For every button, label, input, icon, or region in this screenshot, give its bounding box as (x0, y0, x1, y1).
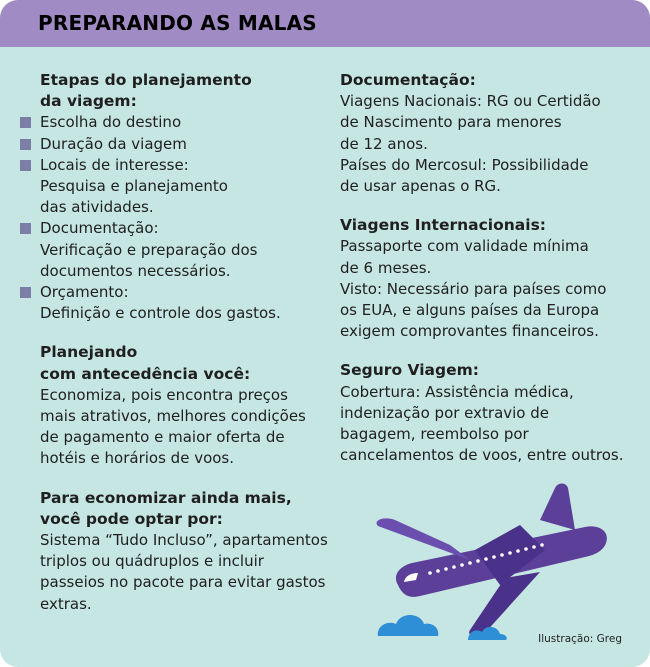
stages-heading-line2: da viagem: (40, 92, 137, 111)
paragraph-line: cancelamentos de voos, entre outros. (340, 446, 624, 465)
intl-heading: Viagens Internacionais: (340, 216, 547, 235)
save-heading-line1: Para economizar ainda mais, (40, 488, 292, 507)
paragraph-line: de usar apenas o RG. (340, 177, 501, 196)
paragraph-line: de Nascimento para menores (340, 113, 562, 132)
paragraph-line: de 6 meses. (340, 258, 432, 277)
paragraph-line: Economiza, pois encontra preços (40, 385, 288, 404)
paragraph-line: hotéis e horários de voos. (40, 449, 235, 468)
list-item-text: documentos necessários. (40, 261, 231, 280)
docs-heading: Documentação: (340, 71, 476, 89)
paragraph-line: Viagens Nacionais: RG ou Certidão (340, 92, 601, 111)
paragraph-line: Visto: Necessário para países como (340, 279, 607, 298)
paragraph-line: Cobertura: Assistência médica, (340, 382, 574, 401)
list-item-text: Orçamento: (40, 283, 129, 302)
list-item-text: Definição e controle dos gastos. (40, 304, 281, 323)
insurance-heading: Seguro Viagem: (340, 361, 479, 380)
list-item-text: Escolha do destino (40, 113, 182, 132)
paragraph-line: Passaporte com validade mínima (340, 237, 589, 256)
paragraph-line: Países do Mercosul: Possibilidade (340, 155, 589, 174)
advance-heading-line1: Planejando (40, 343, 138, 362)
paragraph-line: bagagem, reembolso por (340, 425, 529, 444)
list-item-text: Duração da viagem (40, 134, 187, 153)
paragraph-line: Sistema “Tudo Incluso”, apartamentos (40, 531, 328, 550)
list-item-text: Verificação e preparação dos (40, 240, 258, 259)
list-item-text: Documentação: (40, 219, 159, 238)
paragraph-line: extras. (40, 594, 92, 613)
paragraph-line: exigem comprovantes financeiros. (340, 322, 599, 341)
paragraph-line: de pagamento e maior oferta de (40, 428, 285, 447)
airplane-icon (376, 484, 606, 637)
paragraph-line: triplos ou quádruplos e incluir (40, 552, 264, 571)
paragraph-line: passeios no pacote para evitar gastos (40, 573, 326, 592)
list-item-text: Locais de interesse: (40, 155, 189, 174)
save-heading-line2: você pode optar por: (40, 509, 223, 528)
paragraph-line: de 12 anos. (340, 134, 428, 153)
paragraph-line: os EUA, e alguns países da Europa (340, 301, 600, 320)
list-item-text: Pesquisa e planejamento (40, 177, 228, 196)
list-item-text: das atividades. (40, 198, 154, 217)
paragraph-line: mais atrativos, melhores condições (40, 407, 306, 426)
illustration-credit: Ilustração: Greg (538, 633, 622, 645)
paragraph-line: indenização por extravio de (340, 403, 550, 422)
page-title: PREPARANDO AS MALAS (38, 11, 317, 35)
stages-heading-line1: Etapas do planejamento (40, 71, 252, 89)
advance-heading-line2: com antecedência você: (40, 364, 251, 383)
